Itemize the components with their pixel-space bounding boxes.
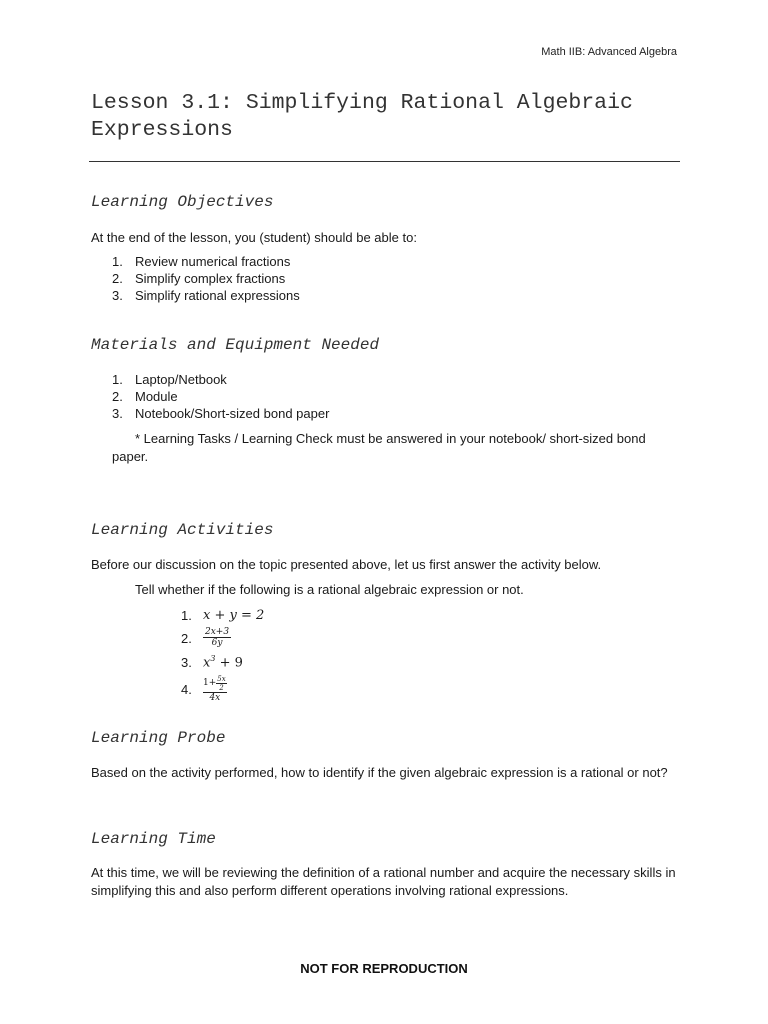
- activities-heading: Learning Activities: [91, 521, 274, 539]
- objectives-list: [112, 253, 300, 304]
- activities-instruction: Tell whether if the following is a rational algebraic expression or not.: [135, 582, 524, 597]
- list-item: 2. Simplify complex fractions: [112, 271, 286, 286]
- expression-1: x + y = 2: [203, 607, 265, 623]
- list-item: 1. Laptop/Netbook: [112, 372, 227, 387]
- list-item: 3. Notebook/Short-sized bond paper: [112, 406, 330, 421]
- activities-intro: Before our discussion on the topic presented above, let us first answer the activity below.: [91, 557, 602, 572]
- time-heading: Learning Time: [91, 830, 216, 848]
- list-item: 1. Review numerical fractions: [112, 254, 291, 269]
- expression-2-fraction: $\frac{2x+3}{6y}$: [205, 627, 230, 648]
- expression-item: 4. 1+ $\frac{5x}{2}$ 4x: [181, 674, 226, 703]
- materials-list: [112, 371, 329, 422]
- course-header: Math IIB: Advanced Algebra: [541, 46, 677, 58]
- expression-item: 3. $x^3 + 9$: [181, 653, 243, 671]
- objectives-intro: At the end of the lesson, you (student) should be able to:: [91, 230, 417, 245]
- probe-heading: Learning Probe: [91, 729, 226, 747]
- probe-text: Based on the activity performed, how to identify if the given algebraic expression is a rational or not?: [91, 765, 668, 780]
- list-item: 3. Simplify rational expressions: [112, 288, 300, 303]
- list-item: 2. Module: [112, 389, 178, 404]
- title-divider: [89, 161, 680, 162]
- materials-heading: Materials and Equipment Needed: [91, 336, 380, 354]
- footer-notice: NOT FOR REPRODUCTION: [300, 961, 468, 976]
- expression-item: 2. $\frac{2x+3}{6y}$: [181, 627, 230, 648]
- expression-3: $x^3 + 9$: [203, 653, 243, 671]
- activity-expressions: [181, 605, 264, 705]
- lesson-title: Lesson 3.1: Simplifying Rational Algebraic Expressions: [91, 91, 633, 142]
- expression-4-complex-fraction: 1+ $\frac{5x}{2}$ 4x: [203, 674, 226, 703]
- time-text: At this time, we will be reviewing the definition of a rational number and acquire the necessary skills in simplifying this and also perform different operations involving rational expressions.: [91, 865, 676, 898]
- objectives-heading: Learning Objectives: [91, 193, 274, 211]
- expression-item: 1. x + y = 2: [181, 607, 265, 623]
- materials-note: * Learning Tasks / Learning Check must be answered in your notebook/ short-sized bond paper.: [112, 431, 646, 464]
